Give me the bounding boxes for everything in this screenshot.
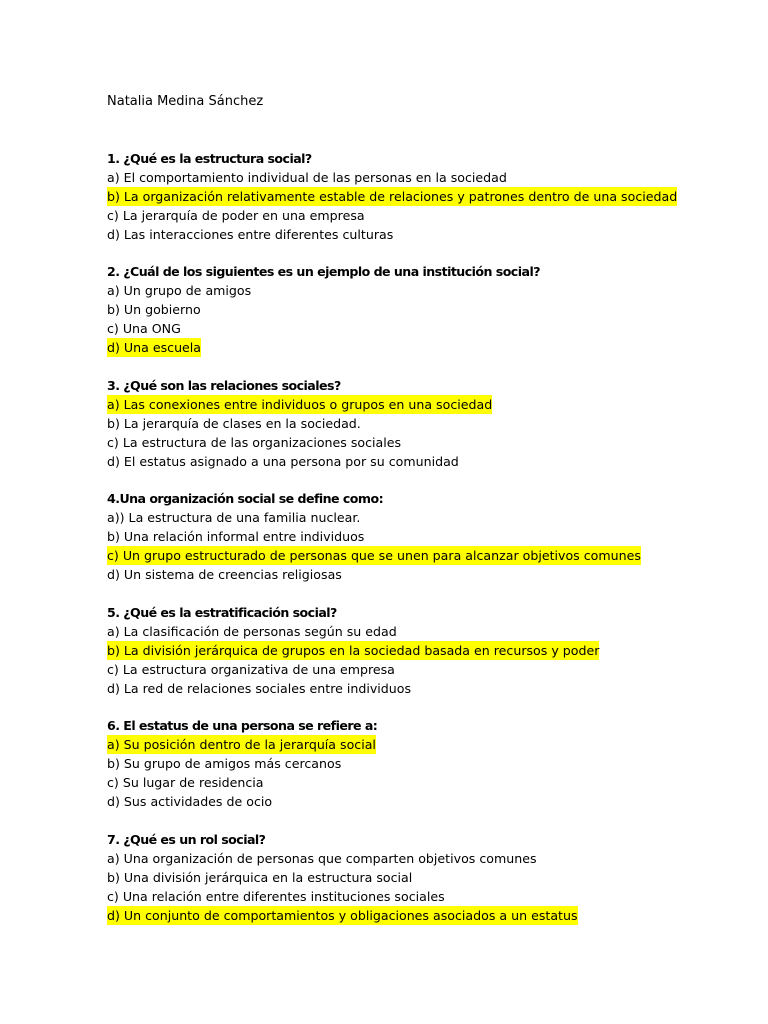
answer-text: c) Una relación entre diferentes instituciones sociales <box>107 889 445 904</box>
answer-option <box>107 225 747 244</box>
answer-text: d) Las interacciones entre diferentes culturas <box>107 227 394 242</box>
answer-option <box>107 508 747 527</box>
correct-answer-option <box>107 641 747 660</box>
answer-text-highlighted: a) Su posición dentro de la jerarquía social <box>107 737 376 752</box>
question-5 <box>107 603 747 698</box>
answer-option <box>107 754 747 773</box>
answer-option <box>107 452 747 471</box>
answer-option <box>107 660 747 679</box>
answer-text: d) Sus actividades de ocio <box>107 794 273 809</box>
answer-option <box>107 319 747 338</box>
question-1 <box>107 149 747 244</box>
answer-text: d) Un sistema de creencias religiosas <box>107 567 342 582</box>
answer-text: d) El estatus asignado a una persona por su comunidad <box>107 454 459 469</box>
answer-text: a) Una organización de personas que comparten objetivos comunes <box>107 851 537 866</box>
correct-answer-option <box>107 187 747 206</box>
answer-option <box>107 168 747 187</box>
answer-text: b) La jerarquía de clases en la sociedad. <box>107 416 361 431</box>
answer-option <box>107 773 747 792</box>
question-title: 3. ¿Qué son las relaciones sociales? <box>107 378 341 393</box>
question-7 <box>107 830 747 925</box>
question-2 <box>107 262 747 357</box>
answer-text-highlighted: d) Una escuela <box>107 340 202 355</box>
author-name: Natalia Medina Sánchez <box>107 94 264 109</box>
answer-option <box>107 868 747 887</box>
question-title: 4.Una organización social se define como: <box>107 491 384 506</box>
question-title: 5. ¿Qué es la estratificación social? <box>107 605 337 620</box>
answer-text: d) La red de relaciones sociales entre individuos <box>107 681 412 696</box>
answer-text: b) Una división jerárquica en la estructura social <box>107 870 413 885</box>
question-title: 7. ¿Qué es un rol social? <box>107 832 266 847</box>
answer-option <box>107 300 747 319</box>
answer-text: b) Un gobierno <box>107 302 201 317</box>
answer-option <box>107 281 747 300</box>
answer-text: c) La jerarquía de poder en una empresa <box>107 208 365 223</box>
question-title: 2. ¿Cuál de los siguientes es un ejemplo de una institución social? <box>107 264 540 279</box>
answer-text: a)) La estructura de una familia nuclear. <box>107 510 361 525</box>
answer-text: a) La clasificación de personas según su edad <box>107 624 397 639</box>
answer-text: c) Su lugar de residencia <box>107 775 264 790</box>
answer-option <box>107 433 747 452</box>
answer-option <box>107 414 747 433</box>
answer-text: c) La estructura organizativa de una empresa <box>107 662 395 677</box>
question-3 <box>107 376 747 471</box>
answer-option <box>107 792 747 811</box>
answer-option <box>107 679 747 698</box>
question-title: 1. ¿Qué es la estructura social? <box>107 151 312 166</box>
answer-option <box>107 622 747 641</box>
answer-text: b) Su grupo de amigos más cercanos <box>107 756 342 771</box>
answer-option <box>107 849 747 868</box>
answer-option <box>107 887 747 906</box>
answer-text-highlighted: b) La organización relativamente estable de relaciones y patrones dentro de una sociedad <box>107 189 678 204</box>
question-6 <box>107 716 747 811</box>
correct-answer-option <box>107 735 747 754</box>
correct-answer-option <box>107 906 747 925</box>
answer-option <box>107 565 747 584</box>
answer-text: c) Una ONG <box>107 321 181 336</box>
question-title: 6. El estatus de una persona se refiere a: <box>107 718 378 733</box>
answer-text: a) El comportamiento individual de las personas en la sociedad <box>107 170 507 185</box>
answer-option <box>107 206 747 225</box>
answer-option <box>107 527 747 546</box>
answer-text: a) Un grupo de amigos <box>107 283 252 298</box>
answer-text: b) Una relación informal entre individuos <box>107 529 365 544</box>
answer-text-highlighted: a) Las conexiones entre individuos o grupos en una sociedad <box>107 397 493 412</box>
answer-text-highlighted: c) Un grupo estructurado de personas que se unen para alcanzar objetivos comunes <box>107 548 641 563</box>
correct-answer-option <box>107 338 747 357</box>
answer-text: c) La estructura de las organizaciones sociales <box>107 435 402 450</box>
answer-text-highlighted: d) Un conjunto de comportamientos y obligaciones asociados a un estatus <box>107 908 578 923</box>
question-4 <box>107 489 747 584</box>
correct-answer-option <box>107 395 747 414</box>
answer-text-highlighted: b) La división jerárquica de grupos en la sociedad basada en recursos y poder <box>107 643 600 658</box>
correct-answer-option <box>107 546 747 565</box>
